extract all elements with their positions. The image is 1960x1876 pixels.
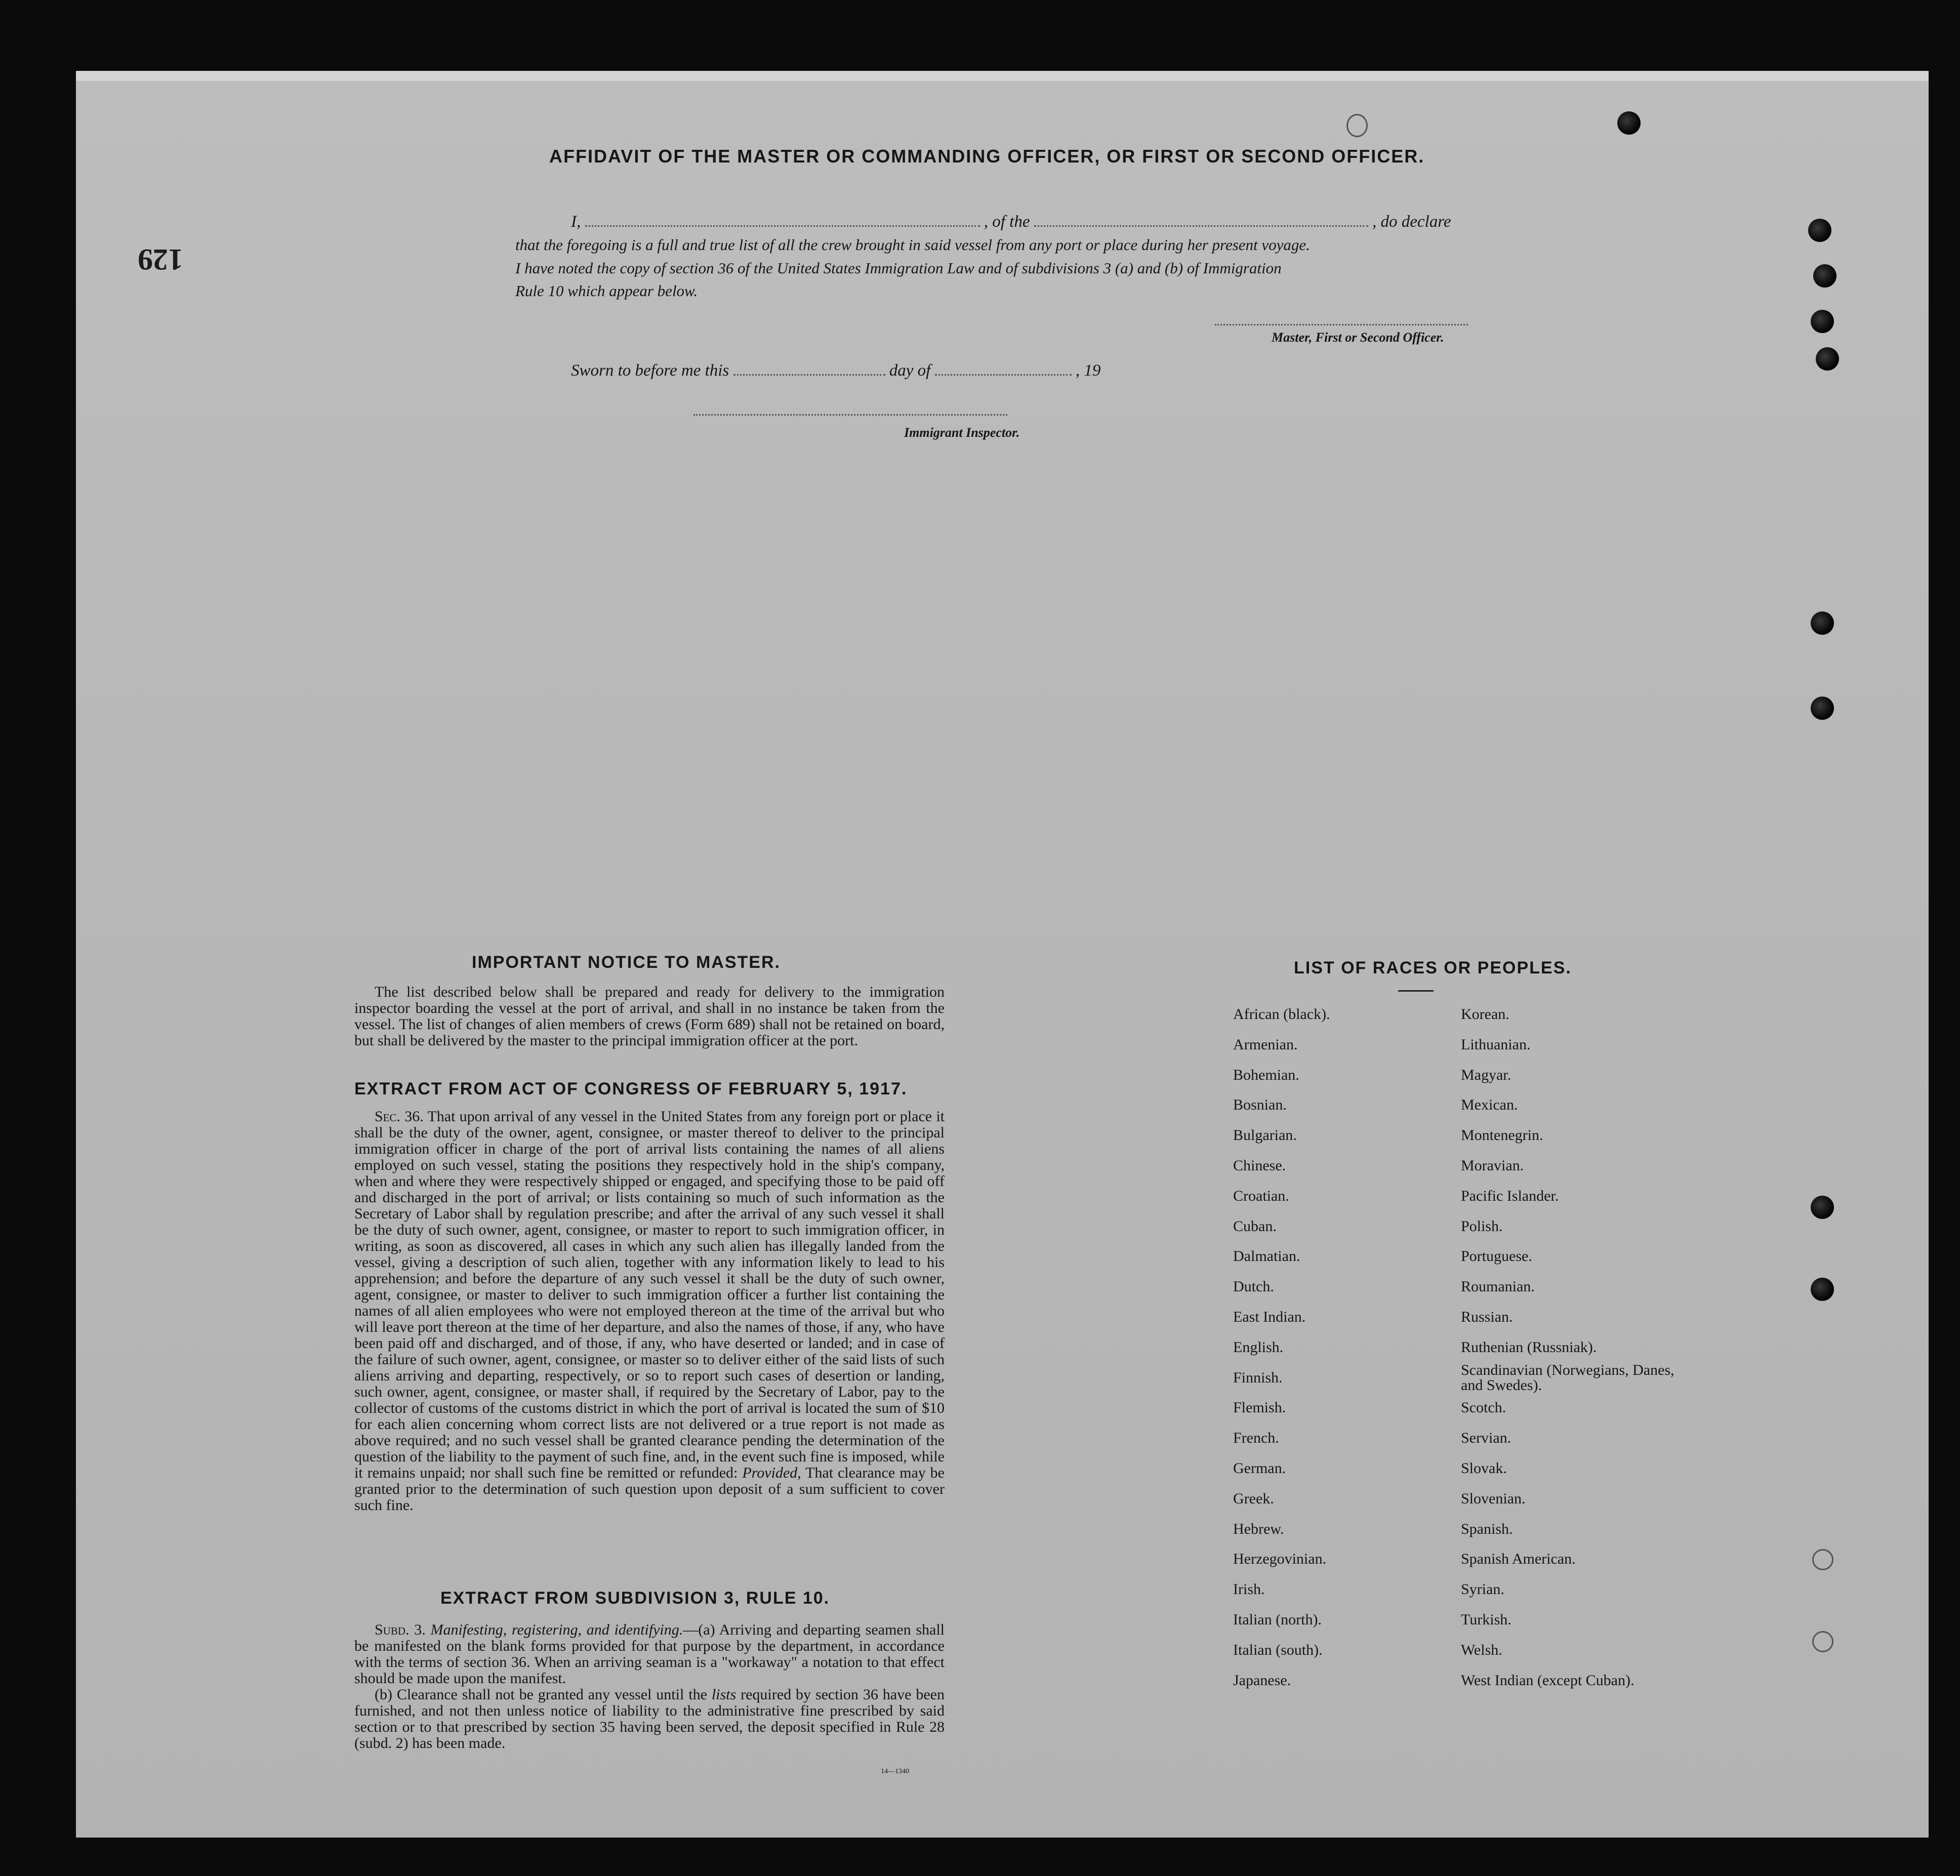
- notice-title: IMPORTANT NOTICE TO MASTER.: [472, 953, 781, 972]
- officer-name-blank: [585, 225, 980, 227]
- race-item: Bohemian.: [1233, 1066, 1299, 1083]
- provided-label: Provided,: [742, 1464, 801, 1481]
- race-item: Spanish.: [1461, 1520, 1513, 1537]
- race-item: Hebrew.: [1233, 1520, 1284, 1537]
- race-item: Magyar.: [1461, 1066, 1512, 1083]
- race-item: Scandinavian (Norwegians, Danes, and Swedes).: [1461, 1361, 1675, 1394]
- race-item: Moravian.: [1461, 1157, 1524, 1174]
- subd-3-label: Subd. 3.: [375, 1621, 426, 1638]
- race-item: German.: [1233, 1459, 1286, 1477]
- affidavit-line-3: I have noted the copy of section 36 of the United States Immigration Law and of subdivisions 3 (a) and (b) of Immigration: [515, 259, 1282, 277]
- master-signature-line: [1215, 324, 1468, 325]
- punch-hole: [1811, 1196, 1834, 1219]
- race-item: Herzegovinian.: [1233, 1551, 1327, 1568]
- act-extract-title: EXTRACT FROM ACT OF CONGRESS OF FEBRUARY 5, 1917.: [354, 1079, 908, 1098]
- race-item: Lithuanian.: [1461, 1036, 1531, 1053]
- act-extract-body: [354, 1109, 945, 1514]
- race-item: Chinese.: [1233, 1157, 1286, 1174]
- affidavit-declare-label: , do declare: [1372, 213, 1451, 231]
- race-item: Portuguese.: [1461, 1248, 1532, 1265]
- races-left-column: [1233, 999, 1446, 1695]
- punch-hole: [1808, 219, 1831, 242]
- affidavit-line-2: that the foregoing is a full and true list of all the crew brought in said vessel from any port or place during her present voyage.: [515, 236, 1310, 254]
- inspector-signature-line: [693, 414, 1007, 416]
- punch-hole: [1813, 264, 1836, 288]
- race-item: Montenegrin.: [1461, 1127, 1543, 1144]
- race-item: African (black).: [1233, 1006, 1330, 1023]
- affidavit-line-1: [571, 213, 1451, 231]
- sworn-day-blank: [733, 374, 885, 376]
- punch-hole: [1617, 111, 1641, 135]
- race-item: Greek.: [1233, 1490, 1274, 1507]
- punch-hole: [1811, 697, 1834, 720]
- punch-hole: [1811, 611, 1834, 635]
- master-signature-label: Master, First or Second Officer.: [1272, 330, 1444, 345]
- race-item: Armenian.: [1233, 1036, 1298, 1053]
- race-item: Slovak.: [1461, 1459, 1507, 1477]
- race-item: English.: [1233, 1338, 1284, 1356]
- race-item: Welsh.: [1461, 1641, 1502, 1658]
- race-item: Roumanian.: [1461, 1278, 1535, 1295]
- race-item: Turkish.: [1461, 1611, 1512, 1628]
- race-item: Syrian.: [1461, 1581, 1504, 1598]
- rule-extract-body: [354, 1622, 945, 1751]
- race-item: Dutch.: [1233, 1278, 1274, 1295]
- race-item: Dalmatian.: [1233, 1248, 1300, 1265]
- punch-hole: [1346, 114, 1368, 137]
- punch-hole: [1811, 1278, 1834, 1301]
- subd-3-para-a: —(a) Arriving and departing seamen shall be manifested on the blank forms provided for that purpose by the department, in accordance with the terms of section 36. When an arriving seaman is a "workaway" a notation to that effect should be made upon the manifest.: [354, 1621, 945, 1687]
- affidavit-of-the-label: , of the: [984, 213, 1030, 231]
- race-item: Ruthenian (Russniak).: [1461, 1338, 1597, 1356]
- affidavit-title: AFFIDAVIT OF THE MASTER OR COMMANDING OFFICER, OR FIRST OR SECOND OFFICER.: [549, 146, 1425, 167]
- affidavit-line-4: Rule 10 which appear below.: [515, 282, 698, 300]
- sworn-month-blank: [935, 374, 1072, 376]
- inspector-signature-label: Immigrant Inspector.: [904, 425, 1020, 440]
- race-item: Flemish.: [1233, 1399, 1286, 1416]
- year-prefix-label: , 19: [1075, 361, 1101, 380]
- race-item: Polish.: [1461, 1217, 1503, 1235]
- vessel-name-blank: [1034, 225, 1368, 227]
- race-item: Croatian.: [1233, 1187, 1289, 1204]
- race-item: Finnish.: [1233, 1369, 1283, 1386]
- race-item: Irish.: [1233, 1581, 1265, 1598]
- subd-3-heading: Manifesting, registering, and identifying.: [430, 1621, 683, 1638]
- sworn-label: Sworn to before me this: [571, 361, 729, 380]
- sworn-line: [571, 361, 1100, 380]
- sec-36-text-end: That clearance may be granted prior to the determination of such question upon deposit of a sum sufficient to cover such fine.: [354, 1464, 945, 1514]
- race-item: Pacific Islander.: [1461, 1187, 1559, 1204]
- race-item: Italian (south).: [1233, 1641, 1323, 1658]
- race-item: Slovenian.: [1461, 1490, 1526, 1507]
- race-item: Italian (north).: [1233, 1611, 1322, 1628]
- subd-3-para-b-start: (b) Clearance shall not be granted any vessel until the: [375, 1686, 707, 1703]
- form-number: 14—1340: [881, 1768, 909, 1775]
- race-item: Bulgarian.: [1233, 1127, 1297, 1144]
- race-item: Bosnian.: [1233, 1096, 1287, 1114]
- race-item: Russian.: [1461, 1308, 1513, 1325]
- race-item: Cuban.: [1233, 1217, 1277, 1235]
- punch-hole: [1811, 310, 1834, 333]
- notice-body: The list described below shall be prepared and ready for delivery to the immigration inspector boarding the vessel at the port of arrival, and shall in no instance be taken from the vessel. The list of changes of alien members of crews (Form 689) shall not be retained on board, but shall be delivered by the master to the principal immigration officer at the port.: [354, 984, 945, 1049]
- races-title: LIST OF RACES OR PEOPLES.: [1294, 958, 1572, 977]
- race-item: Korean.: [1461, 1006, 1509, 1023]
- rule-extract-title: EXTRACT FROM SUBDIVISION 3, RULE 10.: [440, 1588, 830, 1608]
- sec-36-label: Sec. 36.: [375, 1108, 424, 1125]
- punch-hole: [1812, 1631, 1833, 1652]
- subd-3-lists-word: lists: [711, 1686, 737, 1703]
- race-item: Spanish American.: [1461, 1551, 1576, 1568]
- race-item: French.: [1233, 1430, 1279, 1447]
- race-item: Scotch.: [1461, 1399, 1506, 1416]
- race-item: Mexican.: [1461, 1096, 1518, 1114]
- affidavit-i-label: I,: [571, 213, 581, 231]
- race-item: Servian.: [1461, 1430, 1512, 1447]
- races-title-rule: [1398, 990, 1434, 992]
- day-of-label: day of: [889, 361, 931, 380]
- page-number-mark: 129: [138, 243, 183, 276]
- punch-hole: [1816, 347, 1839, 371]
- races-right-column: [1461, 999, 1679, 1695]
- punch-hole: [1812, 1549, 1833, 1570]
- subd-3-para-b-end: required by section 36 have been furnished, and not then unless notice of liability to the administrative fine prescribed by said section or to that prescribed by section 35 having been served, the deposit specified in Rule 28 (subd. 2) has been made.: [354, 1686, 945, 1751]
- race-item: West Indian (except Cuban).: [1461, 1671, 1635, 1689]
- bleed-through-heading: [354, 152, 364, 185]
- sec-36-text: That upon arrival of any vessel in the United States from any foreign port or place it shall be the duty of the owner, agent, consignee, or master thereof to deliver to the principal immigration officer in charge of the port of arrival lists containing the names of all aliens employed on such vessel, stating the positions they respectively hold in the ship's company, when and where they were respectively shipped or engaged, and specifying those to be paid off and discharged in the port of arrival; or lists containing so much of such information as the Secretary of Labor shall by regulation prescribe; and after the arrival of any such vessel it shall be the duty of such owner, agent, consignee, or master to report to such immigration officer, in writing, as soon as discovered, all cases in which any such alien has illegally landed from the vessel, giving a description of such alien, together with any information likely to lead to his apprehension; and before the departure of any such vessel it shall be the duty of such owner, agent, consignee, or master to deliver to such immigration officer a further list containing the names of all alien employees who were not employed thereon at the time of the arrival but who will leave port thereon at the time of her departure, and also the names of those, if any, who have been paid off and discharged, and of those, if any, who have deserted or landed; and in case of the failure of such owner, agent, consignee, or master so to deliver either of the said lists of such aliens arriving and departing, respectively, or so to report such cases of desertion or landing, such owner, agent, consignee, or master shall, if required by the Secretary of Labor, pay to the collector of customs of the customs district in which the port of arrival is located the sum of $10 for each alien concerning whom correct lists are not delivered or a true report is not made as above required; and no such vessel shall be granted clearance pending the determination of the question of the liability to the payment of such fine, and, in the event such fine is imposed, while it remains unpaid; nor shall such fine be remitted or refunded:: [354, 1108, 945, 1481]
- race-item: Japanese.: [1233, 1671, 1291, 1689]
- race-item: East Indian.: [1233, 1308, 1306, 1325]
